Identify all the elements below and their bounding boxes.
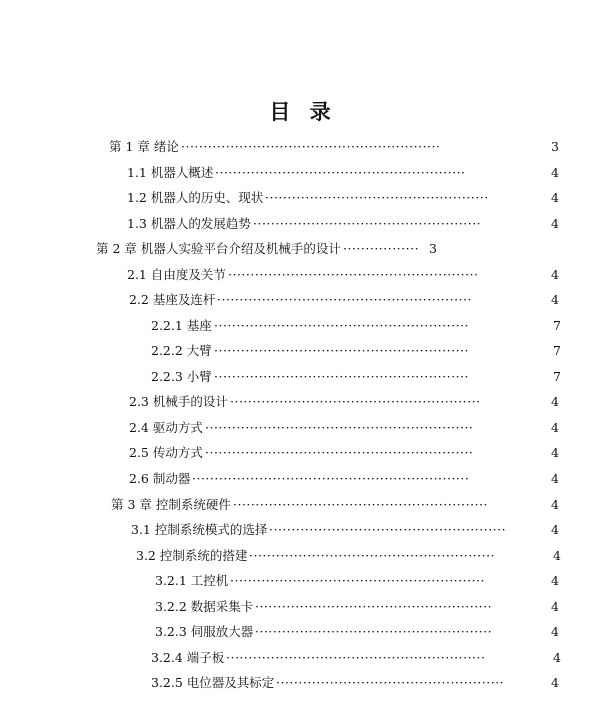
toc-entry-text: 1.2 机器人的历史、现状 bbox=[127, 190, 264, 205]
toc-entry-chapter-3[interactable] bbox=[111, 495, 559, 515]
toc-entry-text: 2.2.3 小臂 bbox=[151, 369, 212, 384]
toc-entry-text: 2.5 传动方式 bbox=[129, 445, 203, 460]
toc-entry-3-2[interactable] bbox=[136, 546, 561, 566]
toc-page-number: 7 bbox=[553, 343, 561, 358]
toc-entry-text: 3.1 控制系统模式的选择 bbox=[131, 522, 268, 537]
toc-entry-text: 2.2 基座及连杆 bbox=[129, 292, 216, 307]
toc-page-number: 3 bbox=[551, 139, 559, 154]
toc-dot-leader: ·························································· bbox=[181, 139, 441, 154]
toc-dot-leader: ··················································· bbox=[253, 216, 482, 231]
toc-dot-leader: ························································· bbox=[230, 573, 485, 588]
toc-entry-text: 2.4 驱动方式 bbox=[129, 420, 203, 435]
toc-page-number: 4 bbox=[551, 394, 559, 409]
toc-page-number: 4 bbox=[551, 497, 559, 512]
toc-page-number: 4 bbox=[551, 216, 559, 231]
toc-entry-text: 3.2 控制系统的搭建 bbox=[136, 548, 248, 563]
toc-dot-leader: ······················································· bbox=[249, 548, 496, 563]
toc-entry-text: 3.2.3 伺服放大器 bbox=[155, 624, 254, 639]
toc-entry-text: 3.2.1 工控机 bbox=[155, 573, 229, 588]
toc-dot-leader: ························································ bbox=[230, 394, 481, 409]
toc-entry-chapter-2[interactable] bbox=[96, 239, 446, 259]
toc-entry-text: 3.2.2 数据采集卡 bbox=[155, 599, 254, 614]
toc-dot-leader: ························································· bbox=[217, 292, 472, 307]
toc-dot-leader: ····················································· bbox=[255, 624, 493, 639]
toc-entry-text: 第 1 章 绪论 bbox=[109, 139, 179, 154]
toc-page-number: 4 bbox=[553, 650, 561, 665]
toc-dot-leader: ···························································· bbox=[205, 445, 474, 460]
toc-dot-leader: ···························································· bbox=[205, 420, 474, 435]
toc-entry-1-2[interactable] bbox=[127, 188, 559, 208]
toc-page-number: 4 bbox=[551, 267, 559, 282]
toc-dot-leader: ··················································· bbox=[276, 675, 505, 690]
toc-page-number: 3 bbox=[429, 241, 437, 256]
toc-entry-1-3[interactable] bbox=[127, 214, 559, 234]
toc-dot-leader: ······························································ bbox=[192, 471, 470, 486]
toc-entry-text: 3.2.5 电位器及其标定 bbox=[151, 675, 275, 690]
toc-entry-text: 1.3 机器人的发展趋势 bbox=[127, 216, 251, 231]
toc-dot-leader: ·························································· bbox=[226, 650, 486, 665]
toc-dot-leader: ·················································· bbox=[265, 190, 489, 205]
toc-entry-2-2-3[interactable] bbox=[151, 367, 561, 387]
toc-entry-3-2-2[interactable] bbox=[155, 597, 559, 617]
toc-entry-2-1[interactable] bbox=[127, 265, 559, 285]
toc-page-number: 7 bbox=[553, 369, 561, 384]
toc-page-number: 4 bbox=[553, 548, 561, 563]
toc-entry-2-5[interactable] bbox=[129, 443, 559, 463]
toc-entry-2-4[interactable] bbox=[129, 418, 559, 438]
toc-entry-text: 3.2.4 端子板 bbox=[151, 650, 225, 665]
toc-page-number: 7 bbox=[553, 318, 561, 333]
toc-dot-leader: ························································· bbox=[214, 369, 469, 384]
toc-entry-3-2-4[interactable] bbox=[151, 648, 561, 668]
toc-page-number: 4 bbox=[551, 599, 559, 614]
toc-entry-2-3[interactable] bbox=[129, 392, 559, 412]
page-title: 目 录 bbox=[269, 100, 337, 124]
toc-entry-2-2-2[interactable] bbox=[151, 341, 561, 361]
toc-page-number: 4 bbox=[551, 522, 559, 537]
toc-entry-text: 第 2 章 机器人实验平台介绍及机械手的设计 bbox=[96, 241, 341, 256]
toc-dot-leader: ························································ bbox=[228, 267, 479, 282]
toc-entry-3-2-1[interactable] bbox=[155, 571, 559, 591]
toc-dot-leader: ························································· bbox=[233, 497, 488, 512]
toc-entry-2-2-1[interactable] bbox=[151, 316, 561, 336]
toc-entry-text: 2.1 自由度及关节 bbox=[127, 267, 226, 282]
toc-page-number: 4 bbox=[551, 292, 559, 307]
toc-page-number: 4 bbox=[551, 471, 559, 486]
toc-entry-text: 2.6 制动器 bbox=[129, 471, 191, 486]
toc-page-number: 4 bbox=[551, 573, 559, 588]
toc-page-number: 4 bbox=[551, 190, 559, 205]
toc-entry-text: 2.2.1 基座 bbox=[151, 318, 212, 333]
toc-entry-1-1[interactable] bbox=[127, 163, 559, 183]
toc-dot-leader: ························································· bbox=[214, 343, 469, 358]
toc-entry-text: 2.2.2 大臂 bbox=[151, 343, 212, 358]
toc-page-number: 4 bbox=[551, 675, 559, 690]
toc-entry-3-2-5[interactable] bbox=[151, 673, 559, 693]
toc-dot-leader: ····················································· bbox=[255, 599, 493, 614]
toc-dot-leader: ················· bbox=[343, 241, 420, 256]
toc-page-number: 4 bbox=[551, 624, 559, 639]
toc-dot-leader: ························································· bbox=[214, 318, 469, 333]
toc-entry-text: 2.3 机械手的设计 bbox=[129, 394, 228, 409]
toc-entry-3-1[interactable] bbox=[131, 520, 559, 540]
toc-entry-text: 1.1 机器人概述 bbox=[127, 165, 214, 180]
toc-page-number: 4 bbox=[551, 445, 559, 460]
toc-entry-3-2-3[interactable] bbox=[155, 622, 559, 642]
toc-page-number: 4 bbox=[551, 165, 559, 180]
toc-entry-chapter-1[interactable] bbox=[109, 137, 559, 157]
toc-entry-2-6[interactable] bbox=[129, 469, 559, 489]
toc-entry-text: 第 3 章 控制系统硬件 bbox=[111, 497, 231, 512]
toc-dot-leader: ························································ bbox=[215, 165, 466, 180]
toc-page-number: 4 bbox=[551, 420, 559, 435]
toc-entry-2-2[interactable] bbox=[129, 290, 559, 310]
toc-dot-leader: ····················································· bbox=[269, 522, 507, 537]
